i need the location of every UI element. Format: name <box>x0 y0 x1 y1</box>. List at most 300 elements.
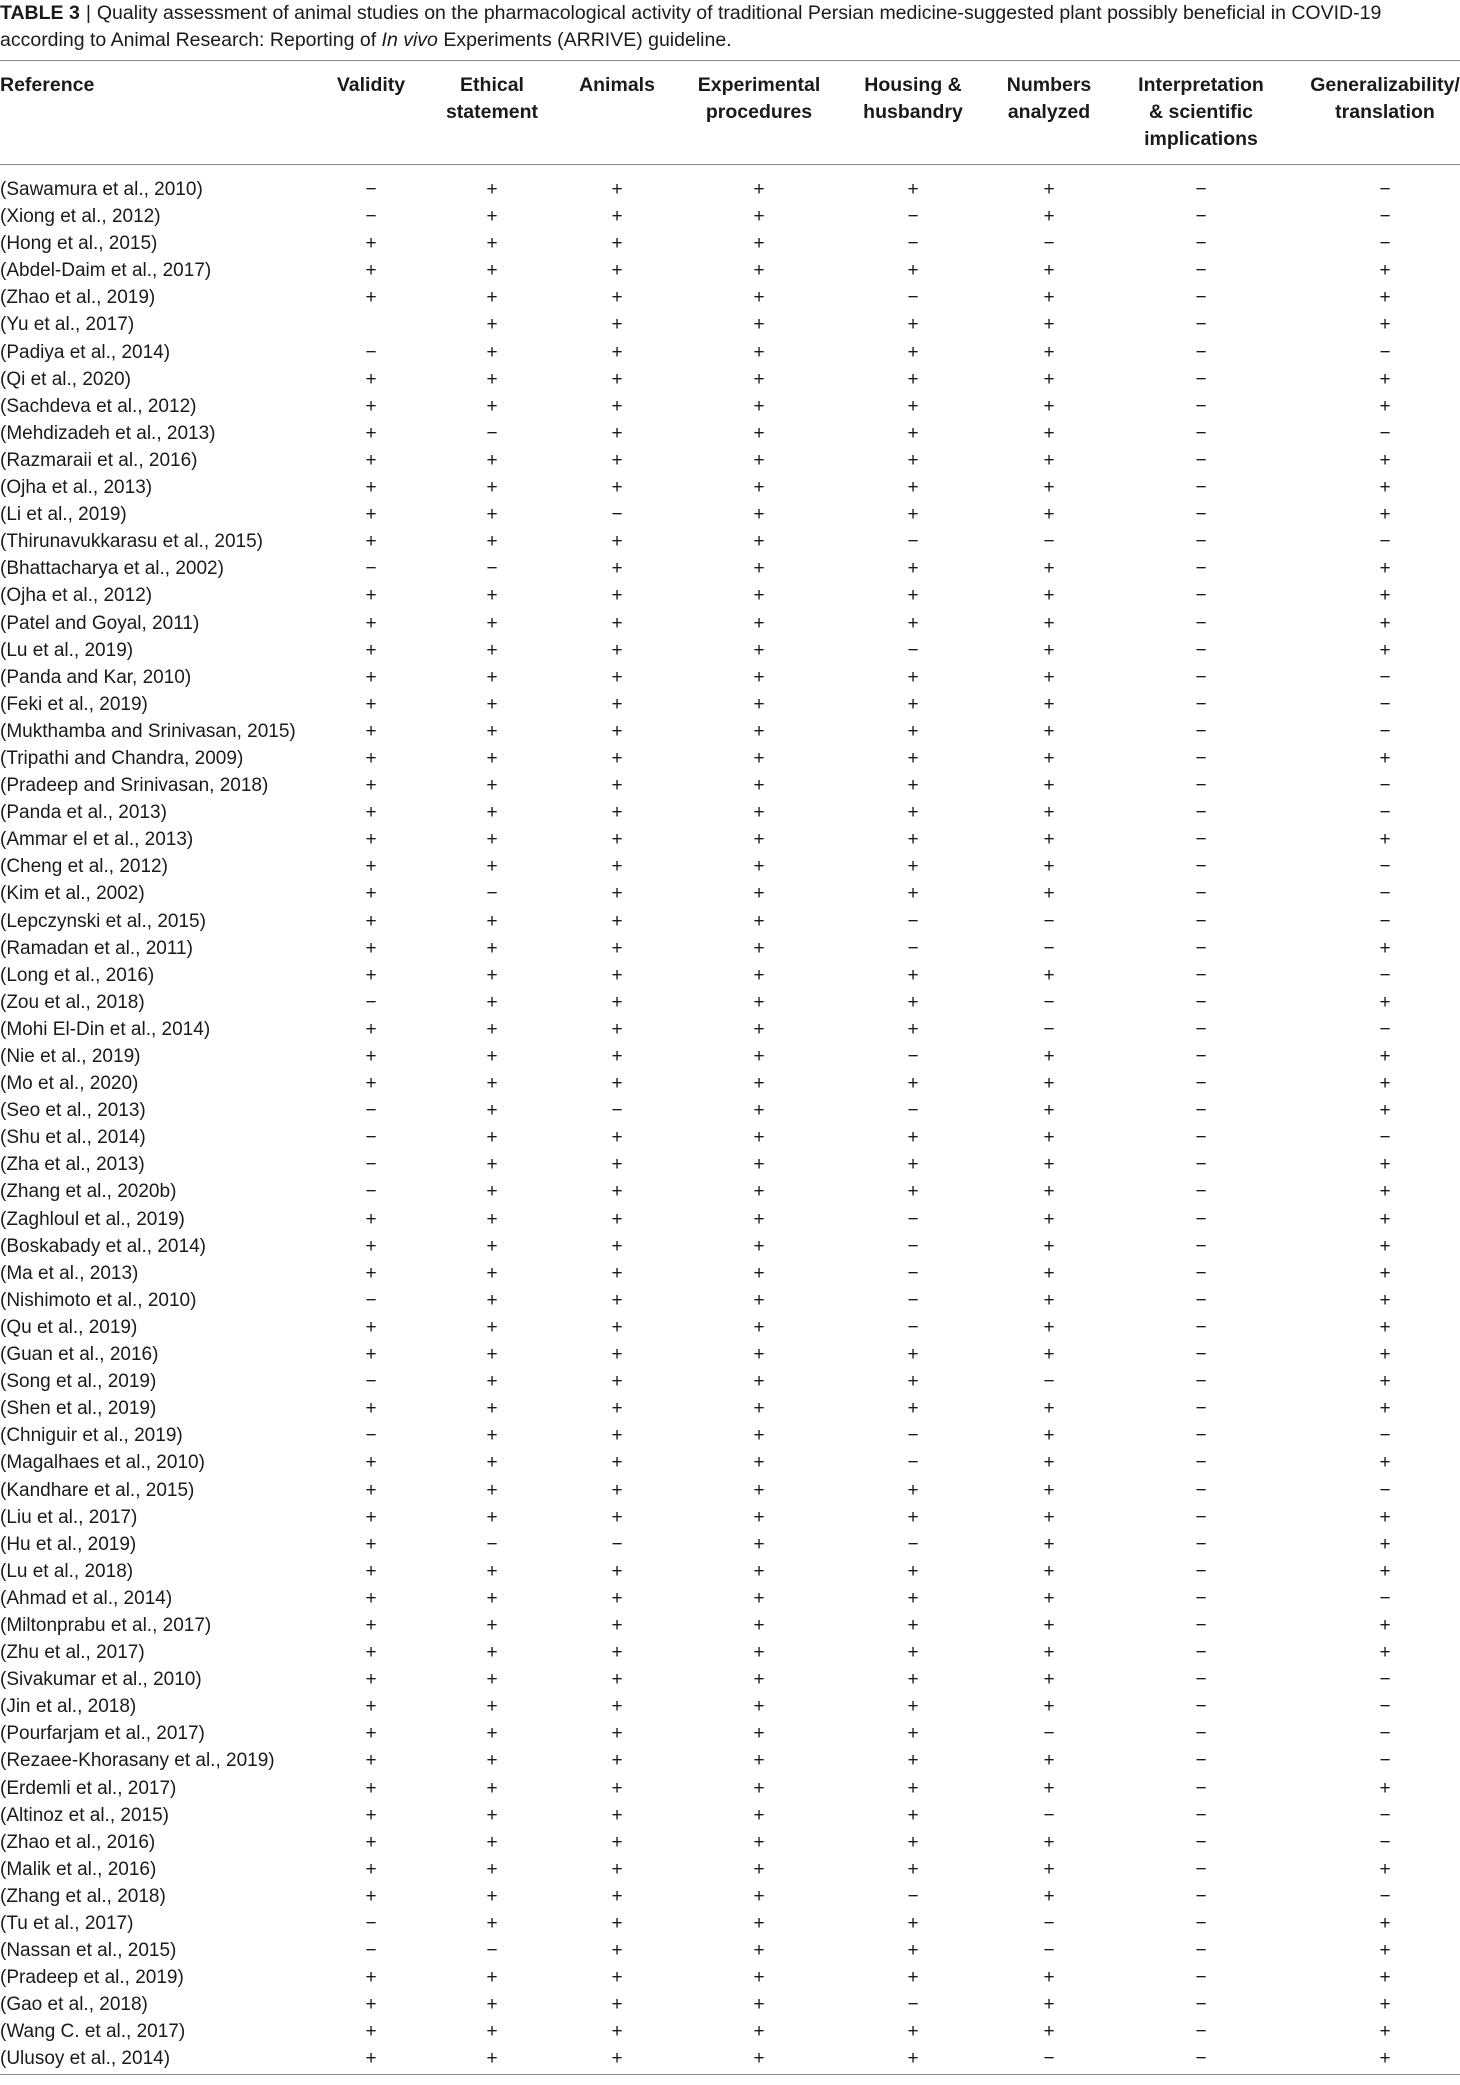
score-cell-experimental: + <box>753 1425 765 1447</box>
score-cell-experimental: + <box>753 179 765 200</box>
score-cell-experimental: + <box>753 1371 765 1393</box>
score-cell-validity: + <box>365 1831 377 1853</box>
score-cell-validity: + <box>365 883 377 905</box>
table-row <box>0 528 1460 555</box>
score-cell-ethical: − <box>486 558 498 580</box>
score-cell-experimental: + <box>753 1018 765 1040</box>
score-cell-numbers: − <box>1043 1913 1055 1934</box>
score-cell-ethical: + <box>486 1425 498 1447</box>
reference-cell: (Lu et al., 2018) <box>0 1560 134 1582</box>
score-cell-experimental: + <box>753 531 765 553</box>
score-cell-generalizability: + <box>1379 314 1391 336</box>
reference-cell: (Wang C. et al., 2017) <box>0 2021 186 2043</box>
score-cell-animals: + <box>611 1208 623 1230</box>
score-cell-validity: + <box>365 1696 377 1718</box>
table-row <box>0 1558 1460 1585</box>
score-cell-ethical: + <box>486 1181 498 1203</box>
score-cell-numbers: − <box>1043 1371 1055 1393</box>
score-cell-ethical: + <box>486 1046 498 1067</box>
score-cell-ethical: + <box>486 1371 498 1393</box>
reference-cell: (Kim et al., 2002) <box>0 883 145 905</box>
column-header-line: Animals <box>579 74 655 96</box>
table-row <box>0 176 1460 203</box>
score-cell-numbers: + <box>1043 1154 1055 1176</box>
caption-text-1: Quality assessment of animal studies on the pharmacological activity of traditional Persian medicine-suggested plant possibly beneficial in COVID-19 according to Animal Research: Reporting of <box>0 2 1382 51</box>
score-cell-experimental: + <box>753 1750 765 1772</box>
reference-cell: (Zhang et al., 2018) <box>0 1885 166 1907</box>
reference-cell: (Razmaraii et al., 2016) <box>0 449 198 471</box>
score-cell-interpretation: − <box>1195 720 1207 742</box>
score-cell-experimental: + <box>753 1723 765 1745</box>
score-cell-generalizability: + <box>1379 1344 1391 1366</box>
score-cell-generalizability: − <box>1379 1831 1391 1853</box>
score-cell-housing: − <box>907 1289 919 1311</box>
column-header-line: Interpretation <box>1138 74 1264 96</box>
score-cell-housing: + <box>907 720 919 742</box>
score-cell-interpretation: − <box>1195 1506 1207 1528</box>
score-cell-generalizability: − <box>1379 531 1391 553</box>
column-header-line: Housing & <box>864 74 962 96</box>
reference-cell: (Mohi El-Din et al., 2014) <box>0 1018 211 1040</box>
score-cell-numbers: + <box>1043 422 1055 444</box>
score-cell-validity: + <box>365 2048 377 2070</box>
score-cell-numbers: + <box>1043 883 1055 905</box>
score-cell-interpretation: − <box>1195 1262 1207 1284</box>
score-cell-interpretation: − <box>1195 504 1207 526</box>
score-cell-ethical: − <box>486 1940 498 1962</box>
reference-cell: (Panda and Kar, 2010) <box>0 666 192 688</box>
caption-text-2: Experiments (ARRIVE) guideline. <box>437 29 732 51</box>
score-cell-validity: + <box>365 1533 377 1555</box>
score-cell-ethical: + <box>486 1750 498 1772</box>
reference-cell: (Song et al., 2019) <box>0 1371 157 1393</box>
score-cell-housing: + <box>907 1587 919 1609</box>
reference-cell: (Long et al., 2016) <box>0 964 155 986</box>
table-row <box>0 745 1460 772</box>
score-cell-housing: + <box>907 883 919 905</box>
table-row <box>0 908 1460 935</box>
column-header-line: analyzed <box>1007 101 1091 123</box>
table-row <box>0 366 1460 393</box>
score-cell-experimental: + <box>753 449 765 471</box>
table-row <box>0 1233 1460 1260</box>
score-cell-experimental: + <box>753 1669 765 1691</box>
score-cell-validity: + <box>365 1587 377 1609</box>
score-cell-housing: − <box>907 531 919 553</box>
score-cell-housing: − <box>907 1452 919 1474</box>
score-cell-generalizability: − <box>1379 1885 1391 1907</box>
score-cell-housing: + <box>907 395 919 417</box>
score-cell-numbers: − <box>1043 1940 1055 1962</box>
score-cell-validity: + <box>365 449 377 471</box>
score-cell-validity: + <box>365 585 377 607</box>
table-row <box>0 853 1460 880</box>
score-cell-experimental: + <box>753 1885 765 1907</box>
score-cell-generalizability: − <box>1379 422 1391 444</box>
column-header-generalizability <box>1285 72 1460 126</box>
score-cell-generalizability: + <box>1379 2021 1391 2043</box>
score-cell-animals: + <box>611 1723 623 1745</box>
score-cell-numbers: − <box>1043 937 1055 959</box>
score-cell-housing: + <box>907 504 919 526</box>
table-row <box>0 1124 1460 1151</box>
score-cell-generalizability: + <box>1379 1398 1391 1420</box>
score-cell-numbers: + <box>1043 1100 1055 1122</box>
score-cell-ethical: + <box>486 1398 498 1420</box>
score-cell-housing: − <box>907 1235 919 1257</box>
score-cell-animals: + <box>611 1750 623 1772</box>
score-cell-interpretation: − <box>1195 910 1207 932</box>
reference-cell: (Jin et al., 2018) <box>0 1696 137 1718</box>
score-cell-interpretation: − <box>1195 829 1207 851</box>
score-cell-interpretation: − <box>1195 1289 1207 1311</box>
score-cell-animals: + <box>611 558 623 580</box>
score-cell-housing: + <box>907 1967 919 1989</box>
score-cell-housing: + <box>907 1723 919 1745</box>
score-cell-validity: − <box>365 558 377 580</box>
score-cell-interpretation: − <box>1195 1398 1207 1420</box>
score-cell-interpretation: − <box>1195 233 1207 255</box>
score-cell-validity: − <box>365 1425 377 1447</box>
score-cell-generalizability: + <box>1379 1452 1391 1474</box>
reference-cell: (Patel and Goyal, 2011) <box>0 612 200 634</box>
score-cell-generalizability: − <box>1379 883 1391 905</box>
table-row <box>0 1368 1460 1395</box>
score-cell-validity: + <box>365 287 377 309</box>
table-row <box>0 1612 1460 1639</box>
score-cell-interpretation: − <box>1195 1479 1207 1501</box>
table-row <box>0 1016 1460 1043</box>
score-cell-numbers: + <box>1043 612 1055 634</box>
score-cell-validity: + <box>365 829 377 851</box>
table-row <box>0 1991 1460 2018</box>
score-cell-ethical: + <box>486 449 498 471</box>
score-cell-ethical: + <box>486 2048 498 2070</box>
score-cell-animals: + <box>611 1018 623 1040</box>
score-cell-experimental: + <box>753 1344 765 1366</box>
score-cell-interpretation: − <box>1195 477 1207 499</box>
score-cell-interpretation: − <box>1195 531 1207 553</box>
score-cell-numbers: + <box>1043 856 1055 878</box>
table-row <box>0 582 1460 609</box>
score-cell-housing: + <box>907 1181 919 1203</box>
score-cell-interpretation: − <box>1195 558 1207 580</box>
score-cell-validity: − <box>365 1371 377 1393</box>
score-cell-numbers: − <box>1043 1018 1055 1040</box>
score-cell-ethical: + <box>486 1885 498 1907</box>
score-cell-ethical: + <box>486 1913 498 1934</box>
reference-cell: (Ulusoy et al., 2014) <box>0 2048 171 2070</box>
score-cell-experimental: + <box>753 1479 765 1501</box>
score-cell-animals: + <box>611 1262 623 1284</box>
table-row <box>0 1314 1460 1341</box>
score-cell-ethical: − <box>486 422 498 444</box>
score-cell-animals: + <box>611 1479 623 1501</box>
table-row <box>0 230 1460 257</box>
table-row <box>0 718 1460 745</box>
score-cell-housing: + <box>907 1506 919 1528</box>
score-cell-numbers: − <box>1043 2048 1055 2070</box>
score-cell-animals: + <box>611 1831 623 1853</box>
score-cell-numbers: + <box>1043 206 1055 228</box>
score-cell-validity: + <box>365 1885 377 1907</box>
score-cell-numbers: + <box>1043 477 1055 499</box>
score-cell-generalizability: + <box>1379 585 1391 607</box>
score-cell-animals: + <box>611 233 623 255</box>
score-cell-experimental: + <box>753 1587 765 1609</box>
table-row <box>0 1287 1460 1314</box>
score-cell-housing: + <box>907 775 919 797</box>
score-cell-housing: + <box>907 1913 919 1934</box>
score-cell-ethical: + <box>486 1479 498 1501</box>
table-row <box>0 1666 1460 1693</box>
score-cell-interpretation: − <box>1195 341 1207 363</box>
reference-cell: (Nie et al., 2019) <box>0 1046 141 1067</box>
score-cell-experimental: + <box>753 1208 765 1230</box>
score-cell-animals: + <box>611 1127 623 1149</box>
score-cell-validity: + <box>365 775 377 797</box>
score-cell-ethical: + <box>486 233 498 255</box>
score-cell-experimental: + <box>753 964 765 986</box>
score-cell-animals: + <box>611 1289 623 1311</box>
score-cell-animals: + <box>611 2048 623 2070</box>
score-cell-experimental: + <box>753 1642 765 1664</box>
score-cell-housing: + <box>907 1858 919 1880</box>
table-row <box>0 311 1460 338</box>
reference-cell: (Ramadan et al., 2011) <box>0 937 193 959</box>
score-cell-generalizability: − <box>1379 1669 1391 1691</box>
score-cell-housing: − <box>907 206 919 228</box>
score-cell-validity: − <box>365 206 377 228</box>
column-header-line: & scientific <box>1148 101 1254 123</box>
table-row <box>0 610 1460 637</box>
table-row <box>0 393 1460 420</box>
reference-cell: (Hu et al., 2019) <box>0 1533 137 1555</box>
table-row <box>0 1097 1460 1124</box>
score-cell-generalizability: − <box>1379 964 1391 986</box>
reference-cell: (Sachdeva et al., 2012) <box>0 395 197 417</box>
score-cell-validity: + <box>365 802 377 824</box>
score-cell-experimental: + <box>753 1560 765 1582</box>
reference-cell: (Zhang et al., 2020b) <box>0 1181 177 1203</box>
score-cell-experimental: + <box>753 206 765 228</box>
table-top-rule <box>0 60 1460 61</box>
score-cell-experimental: + <box>753 368 765 390</box>
table-row <box>0 1747 1460 1774</box>
score-cell-generalizability: − <box>1379 1425 1391 1447</box>
score-cell-housing: + <box>907 585 919 607</box>
score-cell-validity: + <box>365 720 377 742</box>
reference-cell: (Zhao et al., 2016) <box>0 1831 156 1853</box>
score-cell-housing: + <box>907 422 919 444</box>
score-cell-generalizability: − <box>1379 341 1391 363</box>
score-cell-experimental: + <box>753 477 765 499</box>
score-cell-animals: + <box>611 477 623 499</box>
score-cell-ethical: + <box>486 666 498 688</box>
score-cell-housing: + <box>907 2021 919 2043</box>
table-row <box>0 1178 1460 1205</box>
score-cell-animals: + <box>611 1398 623 1420</box>
score-cell-interpretation: − <box>1195 1614 1207 1636</box>
score-cell-numbers: + <box>1043 1262 1055 1284</box>
score-cell-generalizability: − <box>1379 693 1391 715</box>
reference-cell: (Abdel-Daim et al., 2017) <box>0 260 212 282</box>
score-cell-validity: + <box>365 1560 377 1582</box>
score-cell-animals: + <box>611 693 623 715</box>
score-cell-interpretation: − <box>1195 1913 1207 1934</box>
score-cell-animals: + <box>611 1154 623 1176</box>
score-cell-experimental: + <box>753 775 765 797</box>
score-cell-housing: + <box>907 1344 919 1366</box>
score-cell-ethical: + <box>486 829 498 851</box>
score-cell-ethical: + <box>486 314 498 336</box>
score-cell-animals: + <box>611 829 623 851</box>
score-cell-numbers: + <box>1043 1316 1055 1338</box>
score-cell-generalizability: + <box>1379 1642 1391 1664</box>
table-row <box>0 935 1460 962</box>
score-cell-interpretation: − <box>1195 206 1207 228</box>
column-header-line: Experimental <box>697 74 821 96</box>
score-cell-validity: − <box>365 991 377 1013</box>
score-cell-generalizability: + <box>1379 1289 1391 1311</box>
reference-cell: (Xiong et al., 2012) <box>0 206 161 228</box>
reference-cell: (Ma et al., 2013) <box>0 1262 139 1284</box>
score-cell-generalizability: + <box>1379 558 1391 580</box>
score-cell-validity: + <box>365 1994 377 2016</box>
score-cell-experimental: + <box>753 1154 765 1176</box>
score-cell-experimental: + <box>753 395 765 417</box>
score-cell-housing: − <box>907 1046 919 1067</box>
score-cell-interpretation: − <box>1195 1858 1207 1880</box>
score-cell-experimental: + <box>753 639 765 661</box>
reference-cell: (Panda et al., 2013) <box>0 802 167 824</box>
score-cell-experimental: + <box>753 422 765 444</box>
score-cell-interpretation: − <box>1195 449 1207 471</box>
score-cell-generalizability: − <box>1379 666 1391 688</box>
table-row <box>0 637 1460 664</box>
score-cell-ethical: + <box>486 341 498 363</box>
score-cell-interpretation: − <box>1195 666 1207 688</box>
score-cell-interpretation: − <box>1195 1696 1207 1718</box>
score-cell-interpretation: − <box>1195 883 1207 905</box>
score-cell-interpretation: − <box>1195 1967 1207 1989</box>
score-cell-validity: + <box>365 1235 377 1257</box>
reference-cell: (Rezaee-Khorasany et al., 2019) <box>0 1750 275 1772</box>
reference-cell: (Tripathi and Chandra, 2009) <box>0 747 244 769</box>
score-cell-experimental: + <box>753 883 765 905</box>
reference-cell: (Guan et al., 2016) <box>0 1344 159 1366</box>
reference-cell: (Liu et al., 2017) <box>0 1506 138 1528</box>
score-cell-generalizability: + <box>1379 2048 1391 2070</box>
score-cell-ethical: + <box>486 910 498 932</box>
score-cell-generalizability: − <box>1379 1696 1391 1718</box>
score-cell-generalizability: + <box>1379 1858 1391 1880</box>
score-cell-housing: + <box>907 1642 919 1664</box>
score-cell-interpretation: − <box>1195 179 1207 200</box>
reference-cell: (Qu et al., 2019) <box>0 1316 138 1338</box>
score-cell-experimental: + <box>753 341 765 363</box>
score-cell-generalizability: − <box>1379 1587 1391 1609</box>
score-cell-housing: − <box>907 1208 919 1230</box>
score-cell-housing: − <box>907 1425 919 1447</box>
score-cell-housing: + <box>907 1750 919 1772</box>
score-cell-validity: + <box>365 1018 377 1040</box>
score-cell-generalizability: + <box>1379 1316 1391 1338</box>
table-row <box>0 2018 1460 2045</box>
table-row <box>0 1720 1460 1747</box>
score-cell-interpretation: − <box>1195 260 1207 282</box>
score-cell-animals: + <box>611 1506 623 1528</box>
score-cell-numbers: + <box>1043 1127 1055 1149</box>
score-cell-numbers: + <box>1043 802 1055 824</box>
score-cell-interpretation: − <box>1195 1046 1207 1067</box>
table-row <box>0 501 1460 528</box>
table-row <box>0 1802 1460 1829</box>
score-cell-validity: − <box>365 1100 377 1122</box>
score-cell-experimental: + <box>753 937 765 959</box>
score-cell-generalizability: − <box>1379 720 1391 742</box>
score-cell-validity: + <box>365 1398 377 1420</box>
reference-cell: (Zou et al., 2018) <box>0 991 145 1013</box>
score-cell-housing: + <box>907 829 919 851</box>
score-cell-numbers: + <box>1043 829 1055 851</box>
score-cell-interpretation: − <box>1195 1831 1207 1853</box>
score-cell-experimental: + <box>753 558 765 580</box>
score-cell-animals: + <box>611 206 623 228</box>
score-cell-generalizability: − <box>1379 1723 1391 1745</box>
score-cell-validity: + <box>365 1750 377 1772</box>
score-cell-validity: + <box>365 531 377 553</box>
score-cell-interpretation: − <box>1195 1100 1207 1122</box>
score-cell-validity: + <box>365 260 377 282</box>
score-cell-validity: − <box>365 1289 377 1311</box>
score-cell-numbers: + <box>1043 1452 1055 1474</box>
score-cell-numbers: + <box>1043 1587 1055 1609</box>
score-cell-generalizability: + <box>1379 1262 1391 1284</box>
score-cell-animals: + <box>611 179 623 200</box>
score-cell-generalizability: − <box>1379 1127 1391 1149</box>
score-cell-experimental: + <box>753 1696 765 1718</box>
reference-cell: (Thirunavukkarasu et al., 2015) <box>0 531 263 553</box>
score-cell-ethical: + <box>486 639 498 661</box>
score-cell-validity: + <box>365 1344 377 1366</box>
reference-cell: (Erdemli et al., 2017) <box>0 1777 177 1799</box>
reference-cell: (Zhao et al., 2019) <box>0 287 156 309</box>
score-cell-generalizability: + <box>1379 1994 1391 2016</box>
score-cell-ethical: + <box>486 856 498 878</box>
table-row <box>0 1531 1460 1558</box>
score-cell-generalizability: + <box>1379 449 1391 471</box>
score-cell-numbers: + <box>1043 1073 1055 1095</box>
score-cell-housing: + <box>907 1669 919 1691</box>
score-cell-ethical: + <box>486 964 498 986</box>
score-cell-ethical: + <box>486 1858 498 1880</box>
score-cell-experimental: + <box>753 1967 765 1989</box>
score-cell-ethical: + <box>486 1696 498 1718</box>
score-cell-validity: + <box>365 1614 377 1636</box>
score-cell-generalizability: + <box>1379 1913 1391 1934</box>
score-cell-numbers: − <box>1043 1804 1055 1826</box>
score-cell-housing: − <box>907 910 919 932</box>
table-row <box>0 2045 1460 2072</box>
table-row <box>0 1449 1460 1476</box>
score-cell-animals: + <box>611 1885 623 1907</box>
reference-cell: (Zaghloul et al., 2019) <box>0 1208 185 1230</box>
score-cell-numbers: + <box>1043 1885 1055 1907</box>
score-cell-validity: + <box>365 910 377 932</box>
score-cell-ethical: + <box>486 585 498 607</box>
score-cell-ethical: + <box>486 720 498 742</box>
